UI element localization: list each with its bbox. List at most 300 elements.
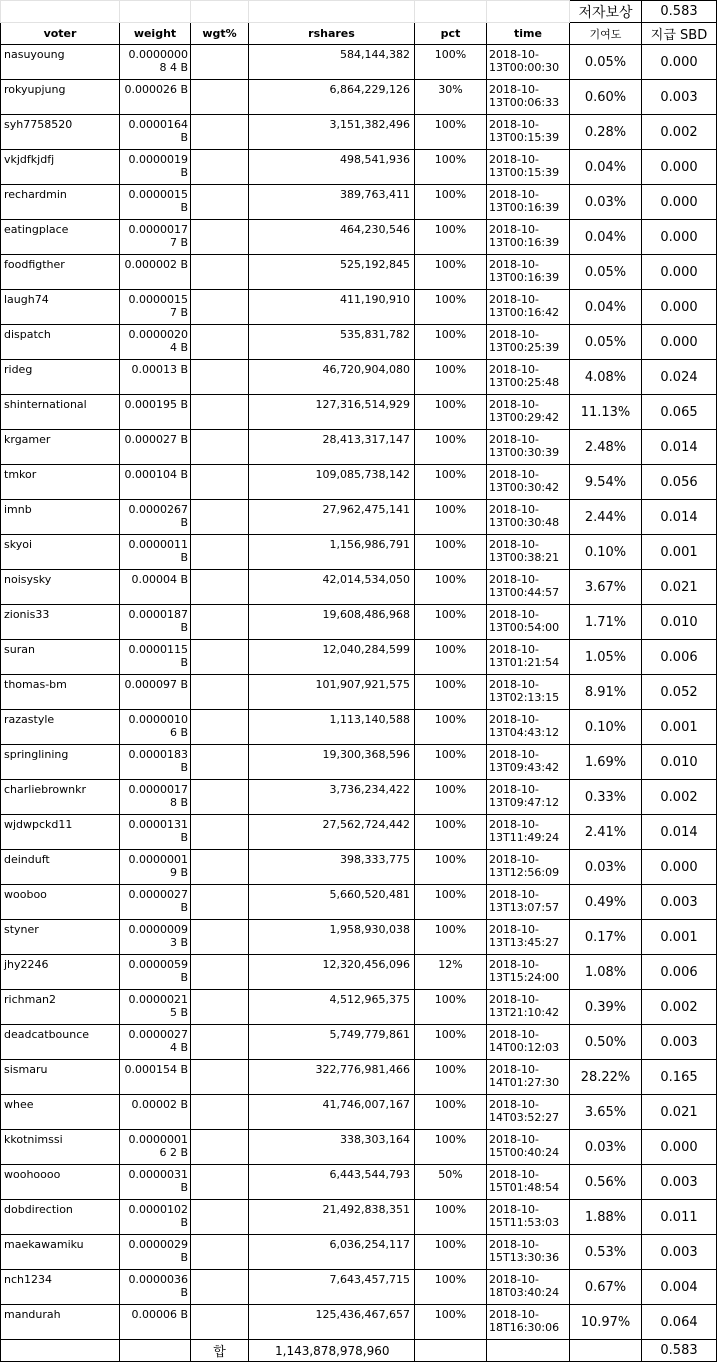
cell-rshares: 5,749,779,861 xyxy=(249,1025,415,1060)
cell-pct: 100% xyxy=(415,220,487,255)
cell-pct: 30% xyxy=(415,80,487,115)
cell-contribution: 8.91% xyxy=(570,675,642,710)
header-rshares: rshares xyxy=(249,23,415,45)
cell-pct: 100% xyxy=(415,1025,487,1060)
cell-time: 2018-10-13T12:56:09 xyxy=(487,850,570,885)
cell-pct: 12% xyxy=(415,955,487,990)
cell-rshares: 584,144,382 xyxy=(249,45,415,80)
cell-weight: 0.000104 B xyxy=(120,465,191,500)
author-reward-value: 0.583 xyxy=(642,1,717,23)
cell-sbd: 0.001 xyxy=(642,535,717,570)
cell-rshares: 4,512,965,375 xyxy=(249,990,415,1025)
cell-weight: 0.00000177 B xyxy=(120,220,191,255)
cell-time: 2018-10-13T01:21:54 xyxy=(487,640,570,675)
cell-wgt xyxy=(191,1025,249,1060)
cell-pct: 100% xyxy=(415,675,487,710)
cell-pct: 50% xyxy=(415,1165,487,1200)
cell-contribution: 0.04% xyxy=(570,150,642,185)
cell-rshares: 7,643,457,715 xyxy=(249,1270,415,1305)
cell-weight: 0.0000115 B xyxy=(120,640,191,675)
table-row xyxy=(1,570,717,605)
cell-time: 2018-10-13T00:30:39 xyxy=(487,430,570,465)
table-row xyxy=(1,255,717,290)
cell-time: 2018-10-13T21:10:42 xyxy=(487,990,570,1025)
total-empty xyxy=(570,1340,642,1362)
cell-contribution: 0.05% xyxy=(570,255,642,290)
cell-rshares: 42,014,534,050 xyxy=(249,570,415,605)
cell-voter: nch1234 xyxy=(1,1270,120,1305)
cell-wgt xyxy=(191,535,249,570)
cell-rshares: 28,413,317,147 xyxy=(249,430,415,465)
cell-rshares: 6,443,544,793 xyxy=(249,1165,415,1200)
cell-wgt xyxy=(191,185,249,220)
table-row xyxy=(1,150,717,185)
cell-wgt xyxy=(191,1305,249,1340)
cell-voter: woohoooo xyxy=(1,1165,120,1200)
total-row xyxy=(1,1340,717,1362)
cell-pct: 100% xyxy=(415,185,487,220)
cell-pct: 100% xyxy=(415,780,487,815)
cell-sbd: 0.000 xyxy=(642,220,717,255)
cell-sbd: 0.000 xyxy=(642,45,717,80)
cell-sbd: 0.000 xyxy=(642,185,717,220)
cell-rshares: 125,436,467,657 xyxy=(249,1305,415,1340)
cell-voter: sismaru xyxy=(1,1060,120,1095)
cell-sbd: 0.014 xyxy=(642,430,717,465)
cell-wgt xyxy=(191,605,249,640)
cell-rshares: 6,864,229,126 xyxy=(249,80,415,115)
cell-weight: 0.0000036 B xyxy=(120,1270,191,1305)
table-row xyxy=(1,990,717,1025)
cell-sbd: 0.003 xyxy=(642,1165,717,1200)
cell-contribution: 0.50% xyxy=(570,1025,642,1060)
cell-sbd: 0.006 xyxy=(642,640,717,675)
cell-weight: 0.000097 B xyxy=(120,675,191,710)
cell-weight: 0.000026 B xyxy=(120,80,191,115)
cell-voter: imnb xyxy=(1,500,120,535)
table-row xyxy=(1,185,717,220)
cell-wgt xyxy=(191,1200,249,1235)
author-reward-row xyxy=(1,1,717,23)
cell-voter: suran xyxy=(1,640,120,675)
cell-contribution: 0.10% xyxy=(570,710,642,745)
cell-voter: deinduft xyxy=(1,850,120,885)
cell-contribution: 0.56% xyxy=(570,1165,642,1200)
cell-pct: 100% xyxy=(415,745,487,780)
cell-wgt xyxy=(191,1060,249,1095)
cell-wgt xyxy=(191,45,249,80)
header-sbd: 지급 SBD xyxy=(642,23,717,45)
cell-wgt xyxy=(191,570,249,605)
total-empty xyxy=(487,1340,570,1362)
total-label: 합 xyxy=(191,1340,249,1362)
cell-sbd: 0.010 xyxy=(642,605,717,640)
cell-sbd: 0.004 xyxy=(642,1270,717,1305)
cell-voter: tmkor xyxy=(1,465,120,500)
table-row xyxy=(1,465,717,500)
cell-rshares: 398,333,775 xyxy=(249,850,415,885)
cell-contribution: 0.10% xyxy=(570,535,642,570)
table-row xyxy=(1,535,717,570)
cell-voter: maekawamiku xyxy=(1,1235,120,1270)
cell-contribution: 0.05% xyxy=(570,325,642,360)
cell-wgt xyxy=(191,325,249,360)
total-empty xyxy=(1,1340,120,1362)
cell-voter: richman2 xyxy=(1,990,120,1025)
cell-time: 2018-10-15T13:30:36 xyxy=(487,1235,570,1270)
cell-sbd: 0.014 xyxy=(642,815,717,850)
cell-weight: 0.0000059 B xyxy=(120,955,191,990)
cell-time: 2018-10-15T00:40:24 xyxy=(487,1130,570,1165)
cell-voter: jhy2246 xyxy=(1,955,120,990)
cell-rshares: 27,962,475,141 xyxy=(249,500,415,535)
header-contribution: 기여도 xyxy=(570,23,642,45)
cell-time: 2018-10-13T00:25:39 xyxy=(487,325,570,360)
cell-contribution: 0.49% xyxy=(570,885,642,920)
cell-sbd: 0.001 xyxy=(642,920,717,955)
cell-sbd: 0.010 xyxy=(642,745,717,780)
cell-contribution: 0.04% xyxy=(570,220,642,255)
cell-wgt xyxy=(191,920,249,955)
cell-weight: 0.00000008 4 B xyxy=(120,45,191,80)
cell-rshares: 12,040,284,599 xyxy=(249,640,415,675)
cell-rshares: 498,541,936 xyxy=(249,150,415,185)
cell-rshares: 322,776,981,466 xyxy=(249,1060,415,1095)
cell-wgt xyxy=(191,780,249,815)
table-row xyxy=(1,955,717,990)
cell-weight: 0.000195 B xyxy=(120,395,191,430)
header-row xyxy=(1,23,717,45)
cell-rshares: 27,562,724,442 xyxy=(249,815,415,850)
cell-rshares: 389,763,411 xyxy=(249,185,415,220)
cell-pct: 100% xyxy=(415,290,487,325)
cell-weight: 0.000002 B xyxy=(120,255,191,290)
cell-rshares: 1,958,930,038 xyxy=(249,920,415,955)
cell-voter: zionis33 xyxy=(1,605,120,640)
header-wgt: wgt% xyxy=(191,23,249,45)
cell-time: 2018-10-13T04:43:12 xyxy=(487,710,570,745)
cell-voter: springlining xyxy=(1,745,120,780)
cell-sbd: 0.065 xyxy=(642,395,717,430)
cell-voter: nasuyoung xyxy=(1,45,120,80)
table-row xyxy=(1,850,717,885)
cell-pct: 100% xyxy=(415,605,487,640)
cell-voter: shinternational xyxy=(1,395,120,430)
cell-rshares: 464,230,546 xyxy=(249,220,415,255)
header-time: time xyxy=(487,23,570,45)
table-row xyxy=(1,640,717,675)
cell-contribution: 0.53% xyxy=(570,1235,642,1270)
cell-voter: rideg xyxy=(1,360,120,395)
cell-wgt xyxy=(191,675,249,710)
table-row xyxy=(1,290,717,325)
cell-time: 2018-10-13T09:47:12 xyxy=(487,780,570,815)
cell-weight: 0.00000106 B xyxy=(120,710,191,745)
table-row xyxy=(1,430,717,465)
cell-time: 2018-10-13T00:30:42 xyxy=(487,465,570,500)
cell-rshares: 525,192,845 xyxy=(249,255,415,290)
cell-contribution: 0.60% xyxy=(570,80,642,115)
cell-wgt xyxy=(191,395,249,430)
cell-wgt xyxy=(191,1270,249,1305)
cell-voter: skyoi xyxy=(1,535,120,570)
table-row xyxy=(1,1130,717,1165)
cell-weight: 0.0000102 B xyxy=(120,1200,191,1235)
header-pct: pct xyxy=(415,23,487,45)
cell-time: 2018-10-13T13:45:27 xyxy=(487,920,570,955)
cell-weight: 0.0000019 B xyxy=(120,150,191,185)
cell-weight: 0.0000031 B xyxy=(120,1165,191,1200)
header-weight: weight xyxy=(120,23,191,45)
cell-contribution: 0.28% xyxy=(570,115,642,150)
cell-pct: 100% xyxy=(415,570,487,605)
cell-pct: 100% xyxy=(415,1130,487,1165)
cell-time: 2018-10-18T16:30:06 xyxy=(487,1305,570,1340)
cell-time: 2018-10-18T03:40:24 xyxy=(487,1270,570,1305)
table-row xyxy=(1,745,717,780)
table-row xyxy=(1,80,717,115)
cell-rshares: 1,156,986,791 xyxy=(249,535,415,570)
cell-weight: 0.00013 B xyxy=(120,360,191,395)
cell-contribution: 1.69% xyxy=(570,745,642,780)
cell-wgt xyxy=(191,815,249,850)
cell-sbd: 0.000 xyxy=(642,150,717,185)
cell-rshares: 6,036,254,117 xyxy=(249,1235,415,1270)
cell-pct: 100% xyxy=(415,815,487,850)
cell-contribution: 0.33% xyxy=(570,780,642,815)
cell-pct: 100% xyxy=(415,430,487,465)
cell-weight: 0.00004 B xyxy=(120,570,191,605)
cell-rshares: 127,316,514,929 xyxy=(249,395,415,430)
cell-voter: syh7758520 xyxy=(1,115,120,150)
cell-wgt xyxy=(191,1165,249,1200)
table-row xyxy=(1,780,717,815)
cell-sbd: 0.000 xyxy=(642,850,717,885)
cell-voter: wooboo xyxy=(1,885,120,920)
cell-rshares: 3,151,382,496 xyxy=(249,115,415,150)
cell-sbd: 0.001 xyxy=(642,710,717,745)
cell-contribution: 1.71% xyxy=(570,605,642,640)
table-row xyxy=(1,325,717,360)
cell-wgt xyxy=(191,1130,249,1165)
cell-time: 2018-10-13T02:13:15 xyxy=(487,675,570,710)
cell-weight: 0.00000093 B xyxy=(120,920,191,955)
cell-sbd: 0.000 xyxy=(642,290,717,325)
cell-wgt xyxy=(191,955,249,990)
cell-wgt xyxy=(191,850,249,885)
table-row xyxy=(1,1235,717,1270)
cell-rshares: 46,720,904,080 xyxy=(249,360,415,395)
cell-time: 2018-10-13T00:25:48 xyxy=(487,360,570,395)
cell-sbd: 0.003 xyxy=(642,885,717,920)
cell-time: 2018-10-14T03:52:27 xyxy=(487,1095,570,1130)
cell-voter: vkjdfkjdfj xyxy=(1,150,120,185)
cell-contribution: 28.22% xyxy=(570,1060,642,1095)
cell-time: 2018-10-13T00:30:48 xyxy=(487,500,570,535)
cell-contribution: 2.44% xyxy=(570,500,642,535)
cell-voter: wjdwpckd11 xyxy=(1,815,120,850)
cell-sbd: 0.021 xyxy=(642,570,717,605)
cell-rshares: 19,608,486,968 xyxy=(249,605,415,640)
cell-wgt xyxy=(191,710,249,745)
cell-wgt xyxy=(191,115,249,150)
cell-contribution: 3.67% xyxy=(570,570,642,605)
cell-time: 2018-10-14T01:27:30 xyxy=(487,1060,570,1095)
cell-wgt xyxy=(191,80,249,115)
cell-pct: 100% xyxy=(415,1270,487,1305)
table-row xyxy=(1,115,717,150)
cell-sbd: 0.003 xyxy=(642,80,717,115)
cell-voter: kkotnimssi xyxy=(1,1130,120,1165)
table-row xyxy=(1,360,717,395)
table-row xyxy=(1,815,717,850)
cell-time: 2018-10-13T00:16:42 xyxy=(487,290,570,325)
cell-weight: 0.0000187 B xyxy=(120,605,191,640)
cell-contribution: 11.13% xyxy=(570,395,642,430)
cell-sbd: 0.000 xyxy=(642,325,717,360)
table-row xyxy=(1,395,717,430)
cell-pct: 100% xyxy=(415,850,487,885)
cell-pct: 100% xyxy=(415,1305,487,1340)
cell-sbd: 0.021 xyxy=(642,1095,717,1130)
cell-weight: 0.00000204 B xyxy=(120,325,191,360)
total-empty xyxy=(415,1340,487,1362)
cell-contribution: 9.54% xyxy=(570,465,642,500)
cell-voter: deadcatbounce xyxy=(1,1025,120,1060)
author-reward-label: 저자보상 xyxy=(570,1,642,23)
cell-rshares: 411,190,910 xyxy=(249,290,415,325)
cell-sbd: 0.003 xyxy=(642,1025,717,1060)
cell-sbd: 0.064 xyxy=(642,1305,717,1340)
table-row xyxy=(1,920,717,955)
cell-pct: 100% xyxy=(415,45,487,80)
cell-pct: 100% xyxy=(415,1235,487,1270)
cell-sbd: 0.002 xyxy=(642,990,717,1025)
cell-sbd: 0.003 xyxy=(642,1235,717,1270)
cell-wgt xyxy=(191,430,249,465)
table-row xyxy=(1,1270,717,1305)
cell-pct: 100% xyxy=(415,255,487,290)
cell-weight: 0.0000164 B xyxy=(120,115,191,150)
cell-rshares: 535,831,782 xyxy=(249,325,415,360)
cell-wgt xyxy=(191,885,249,920)
cell-contribution: 0.39% xyxy=(570,990,642,1025)
table-row xyxy=(1,1165,717,1200)
cell-voter: whee xyxy=(1,1095,120,1130)
cell-wgt xyxy=(191,465,249,500)
cell-voter: dobdirection xyxy=(1,1200,120,1235)
cell-time: 2018-10-13T00:16:39 xyxy=(487,185,570,220)
table-row xyxy=(1,710,717,745)
cell-voter: rechardmin xyxy=(1,185,120,220)
cell-time: 2018-10-13T00:54:00 xyxy=(487,605,570,640)
cell-contribution: 0.04% xyxy=(570,290,642,325)
cell-sbd: 0.024 xyxy=(642,360,717,395)
cell-weight: 0.0000267 B xyxy=(120,500,191,535)
cell-sbd: 0.014 xyxy=(642,500,717,535)
cell-weight: 0.000154 B xyxy=(120,1060,191,1095)
header-voter: voter xyxy=(1,23,120,45)
cell-weight: 0.00000016 2 B xyxy=(120,1130,191,1165)
cell-voter: laugh74 xyxy=(1,290,120,325)
cell-voter: styner xyxy=(1,920,120,955)
cell-weight: 0.0000027 B xyxy=(120,885,191,920)
cell-pct: 100% xyxy=(415,990,487,1025)
cell-weight: 0.0000131 B xyxy=(120,815,191,850)
cell-weight: 0.00000157 B xyxy=(120,290,191,325)
cell-time: 2018-10-13T00:15:39 xyxy=(487,115,570,150)
cell-rshares: 12,320,456,096 xyxy=(249,955,415,990)
table-row xyxy=(1,1305,717,1340)
total-empty xyxy=(120,1340,191,1362)
cell-wgt xyxy=(191,255,249,290)
cell-contribution: 0.03% xyxy=(570,1130,642,1165)
cell-pct: 100% xyxy=(415,150,487,185)
cell-contribution: 10.97% xyxy=(570,1305,642,1340)
cell-time: 2018-10-13T00:44:57 xyxy=(487,570,570,605)
cell-wgt xyxy=(191,745,249,780)
cell-contribution: 2.48% xyxy=(570,430,642,465)
cell-contribution: 1.88% xyxy=(570,1200,642,1235)
cell-voter: thomas-bm xyxy=(1,675,120,710)
cell-rshares: 3,736,234,422 xyxy=(249,780,415,815)
cell-time: 2018-10-13T09:43:42 xyxy=(487,745,570,780)
cell-sbd: 0.165 xyxy=(642,1060,717,1095)
cell-rshares: 338,303,164 xyxy=(249,1130,415,1165)
cell-weight: 0.00002 B xyxy=(120,1095,191,1130)
cell-wgt xyxy=(191,290,249,325)
cell-pct: 100% xyxy=(415,710,487,745)
cell-weight: 0.00000215 B xyxy=(120,990,191,1025)
cell-contribution: 4.08% xyxy=(570,360,642,395)
cell-contribution: 0.03% xyxy=(570,185,642,220)
cell-rshares: 101,907,921,575 xyxy=(249,675,415,710)
cell-voter: eatingplace xyxy=(1,220,120,255)
cell-voter: dispatch xyxy=(1,325,120,360)
cell-weight: 0.000027 B xyxy=(120,430,191,465)
cell-pct: 100% xyxy=(415,1060,487,1095)
cell-pct: 100% xyxy=(415,395,487,430)
cell-voter: krgamer xyxy=(1,430,120,465)
cell-wgt xyxy=(191,640,249,675)
cell-time: 2018-10-13T00:16:39 xyxy=(487,220,570,255)
cell-wgt xyxy=(191,220,249,255)
cell-time: 2018-10-13T15:24:00 xyxy=(487,955,570,990)
cell-sbd: 0.056 xyxy=(642,465,717,500)
cell-pct: 100% xyxy=(415,640,487,675)
cell-time: 2018-10-13T00:29:42 xyxy=(487,395,570,430)
cell-weight: 0.00000019 B xyxy=(120,850,191,885)
cell-pct: 100% xyxy=(415,885,487,920)
cell-sbd: 0.000 xyxy=(642,255,717,290)
table-row xyxy=(1,1060,717,1095)
total-sbd: 0.583 xyxy=(642,1340,717,1362)
cell-pct: 100% xyxy=(415,535,487,570)
cell-pct: 100% xyxy=(415,325,487,360)
cell-wgt xyxy=(191,1095,249,1130)
cell-weight: 0.0000029 B xyxy=(120,1235,191,1270)
cell-weight: 0.0000011 B xyxy=(120,535,191,570)
cell-contribution: 0.05% xyxy=(570,45,642,80)
cell-contribution: 3.65% xyxy=(570,1095,642,1130)
table-row xyxy=(1,500,717,535)
table-row xyxy=(1,1025,717,1060)
cell-pct: 100% xyxy=(415,115,487,150)
cell-rshares: 21,492,838,351 xyxy=(249,1200,415,1235)
cell-rshares: 1,113,140,588 xyxy=(249,710,415,745)
cell-time: 2018-10-13T11:49:24 xyxy=(487,815,570,850)
cell-pct: 100% xyxy=(415,465,487,500)
